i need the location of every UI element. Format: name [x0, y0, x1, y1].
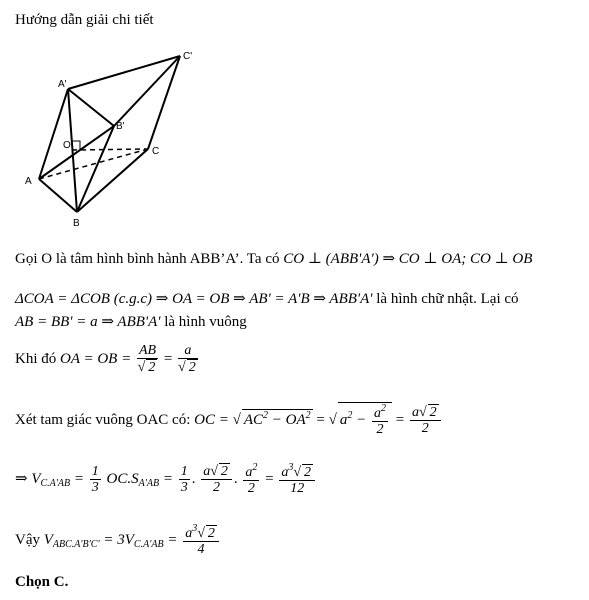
edge-A1-B1: [68, 89, 114, 126]
solution-line-5: Xét tam giác vuông OAC có: OC = √ $AC^2 - OA^2$ = √ $a^2$ − $\frac{a^2}{2}$ = $\frac{a√ 2}{2}$: [15, 402, 443, 438]
label-B1: B': [116, 121, 125, 132]
solution-line-1: Gọi O là tâm hình bình hành ABB’A’. Ta có CO ⊥ (ABB'A') ⇒ CO ⊥ OA; CO ⊥ OB: [15, 251, 533, 267]
fraction-final-volume: $\frac{a^3√ 2}{4}$: [183, 523, 219, 558]
answer-choice: Chọn C.: [15, 574, 69, 590]
solution-line-2: ΔCOA = ΔCOB (c.g.c) ⇒ OA = OB ⇒ AB' = A'B ⇒ ABB'A' là hình chữ nhật. Lại có: [15, 291, 519, 307]
label-A: A: [25, 176, 32, 187]
label-A1: A': [58, 79, 67, 90]
label-C: C: [152, 146, 160, 157]
sqrt-a2-minus: √ $a^2$ − $\frac{a^2}{2}$: [329, 412, 392, 428]
edge-A-B: [39, 179, 77, 212]
label-C1: C': [183, 51, 193, 62]
label-B: B: [73, 218, 80, 229]
solution-line-4: Khi đó OA = OB = $\frac{AB}{√ 2}$ = $\frac{a}{√ 2}$: [15, 343, 196, 376]
solution-heading: Hướng dẫn giải chi tiết: [15, 12, 154, 28]
fraction-ab-over-sqrt2: $\frac{AB}{√ 2}$: [137, 343, 157, 376]
label-O: O: [63, 140, 71, 151]
dashed-O-C: [72, 149, 148, 150]
solution-line-7: Vậy $V_{ABC.A'B'C'} = 3V_{C.A'AB}$ = $\frac{a^3√ 2}{4}$: [15, 523, 221, 558]
solution-line-6: ⇒ $V_{C.A'AB}$ = $\frac{1}{3}$ $OC.S_{A'AB}$ = $\frac{1}{3}$ . $\frac{a√ 2}{2}$ . $\frac{a^2}{2}$ = $\frac{a^3√ 2}{12}$: [15, 462, 317, 497]
edge-C-C1: [148, 56, 180, 149]
solution-line-3: AB = BB' = a ⇒ ABB'A' là hình vuông: [15, 314, 247, 330]
fraction-a-over-sqrt2: $\frac{a}{√ 2}$: [178, 343, 196, 376]
fraction-a-sqrt2-over-2: $\frac{a√ 2}{2}$: [410, 404, 441, 437]
edge-A-A1: [39, 89, 68, 179]
prism-figure: [20, 45, 220, 235]
sqrt-ac-oa: √ $AC^2 - OA^2$: [232, 409, 311, 428]
